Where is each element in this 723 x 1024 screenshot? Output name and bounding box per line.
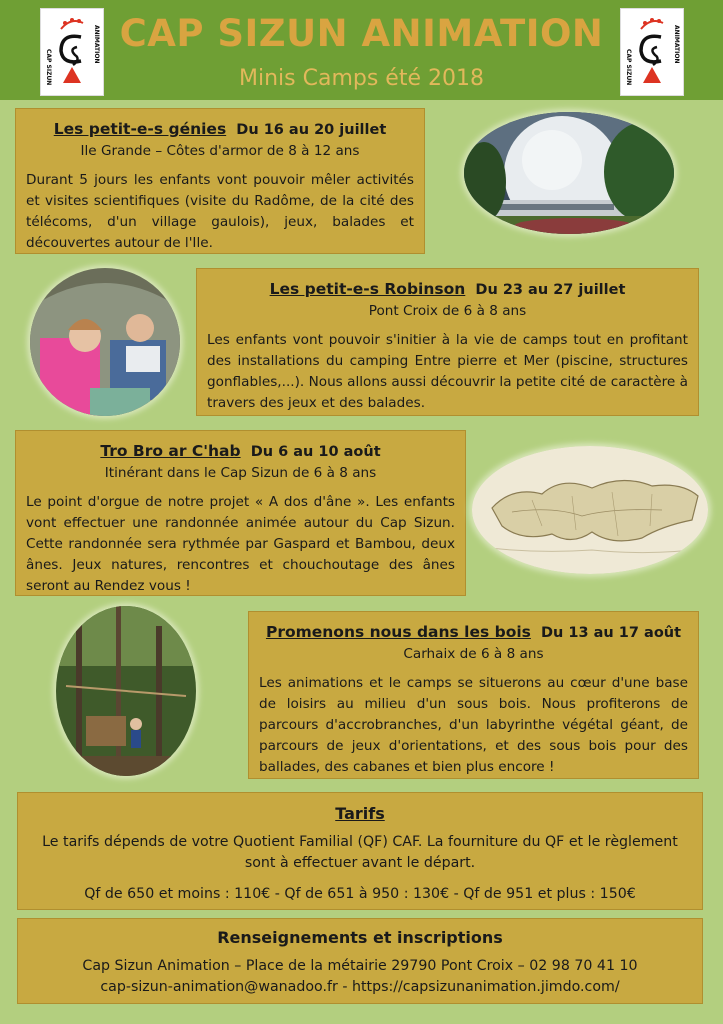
page-title: CAP SIZUN ANIMATION <box>119 12 604 55</box>
forest-photo <box>56 606 196 776</box>
logo-icon <box>41 9 103 95</box>
svg-text:ANIMATION: ANIMATION <box>673 25 680 64</box>
contact-title: Renseignements et inscriptions <box>217 928 503 947</box>
logo-icon <box>621 9 683 95</box>
camp-dates: Du 16 au 20 juillet <box>236 122 387 138</box>
camp-heading <box>26 119 414 141</box>
camp-card-robinson <box>196 268 699 416</box>
tarifs-prices: Qf de 650 et moins : 110€ - Qf de 651 à 950 : 130€ - Qf de 951 et plus : 150€ <box>84 886 636 902</box>
contact-section <box>17 918 703 1004</box>
tarifs-title: Tarifs <box>335 804 385 823</box>
camp-description: Durant 5 jours les enfants vont pouvoir mêler activités et visites scientifiques (visite du Radôme, de la cité des télécoms, d'un village gaulois), jeux, balades et découvertes autour de l'Ile. <box>26 172 414 251</box>
camp-title: Promenons nous dans les bois <box>265 623 531 641</box>
contact-address: Cap Sizun Animation – Place de la métairie 29790 Pont Croix – 02 98 70 41 10 <box>82 958 638 974</box>
camp-location: Pont Croix de 6 à 8 ans <box>368 303 527 319</box>
camp-location: Ile Grande – Côtes d'armor de 8 à 12 ans <box>80 143 360 159</box>
camp-heading <box>259 622 688 644</box>
camp-dates: Du 6 au 10 août <box>250 444 381 460</box>
camp-title: Les petit-e-s Robinson <box>269 280 466 298</box>
camp-heading <box>207 279 688 301</box>
header-banner <box>0 0 723 100</box>
camp-location: Carhaix de 6 à 8 ans <box>403 646 544 662</box>
camp-description: Les animations et le camps se situerons au cœur d'une base de loisirs au milieu d'un sous bois. Nous profiterons de parcours d'accrobranches, d'un labyrinthe végétal géant, de parcours de jeux d'orientations, et des sous bois pour des ballades, des cabanes et bien plus encore ! <box>259 675 688 775</box>
children-tent-photo <box>30 268 180 416</box>
camp-location: Itinérant dans le Cap Sizun de 6 à 8 ans <box>104 465 377 481</box>
camp-title: Les petit-e-s génies <box>53 120 227 138</box>
contact-web-line <box>30 977 690 998</box>
contact-separator: - <box>342 979 348 995</box>
svg-text:CAP SIZUN: CAP SIZUN <box>625 49 632 86</box>
svg-text:ANIMATION: ANIMATION <box>93 25 100 64</box>
contact-email[interactable]: cap-sizun-animation@wanadoo.fr <box>100 979 338 995</box>
camp-heading <box>26 441 455 463</box>
old-map-photo <box>472 446 708 574</box>
camp-card-genies <box>15 108 425 254</box>
tarifs-text: Le tarifs dépends de votre Quotient Familial (QF) CAF. La fourniture du QF et le règlement sont à effectuer avant le départ. <box>42 834 678 871</box>
camp-title: Tro Bro ar C'hab <box>100 442 241 460</box>
page-subtitle: Minis Camps été 2018 <box>239 66 484 91</box>
camp-card-bois <box>248 611 699 779</box>
radome-photo <box>464 112 674 234</box>
camp-card-trobro <box>15 430 466 596</box>
svg-text:CAP SIZUN: CAP SIZUN <box>45 49 52 86</box>
tarifs-section <box>17 792 703 910</box>
camp-dates: Du 23 au 27 juillet <box>475 282 626 298</box>
camp-dates: Du 13 au 17 août <box>541 625 682 641</box>
logo <box>40 8 104 96</box>
camp-description: Les enfants vont pouvoir s'initier à la vie de camps tout en profitant des installations du camping Entre pierre et Mer (piscine, structures gonflables,...). Nous allons aussi découvrir la petite cité de caractère à travers des jeux et des balades. <box>207 332 688 411</box>
camp-description: Le point d'orgue de notre projet « A dos d'âne ». Les enfants vont effectuer une randonnée animée autour du Cap Sizun. Cette randonnée sera rythmée par Gaspard et Bambou, deux ânes. Jeux natures, rencontres et chouchoutage des ânes seront au Rendez vous ! <box>26 494 455 594</box>
contact-website[interactable]: https://capsizunanimation.jimdo.com/ <box>351 979 620 995</box>
logo <box>620 8 684 96</box>
